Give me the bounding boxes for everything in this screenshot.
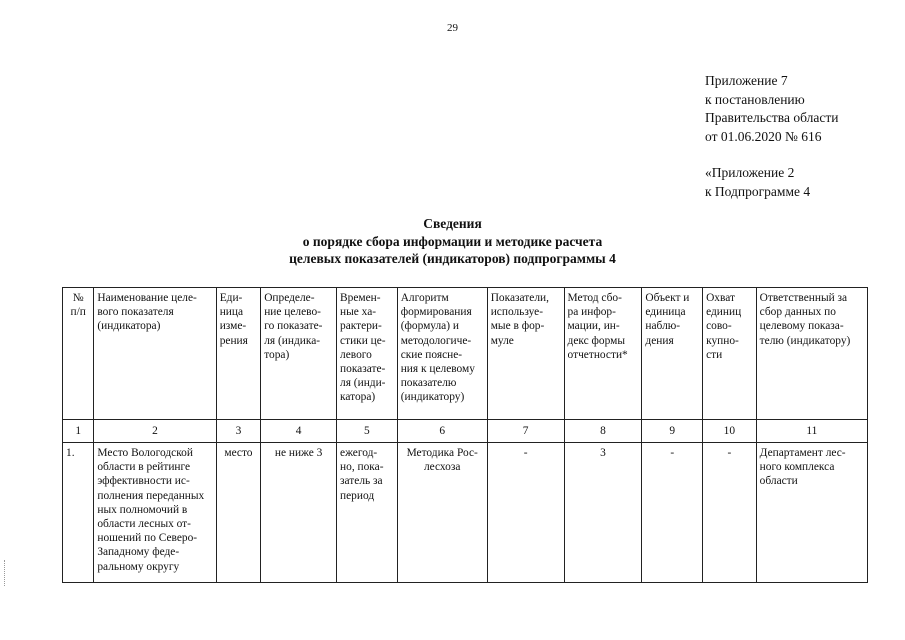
cell-line: го показате-: [264, 320, 323, 333]
cell-line: используе-: [490, 306, 544, 319]
cell-line: показателю: [400, 377, 457, 390]
cell-line: ных полномочий в: [97, 503, 188, 516]
column-number-row: [63, 420, 868, 443]
cell-line: катора): [340, 391, 376, 404]
unit-cell: место: [216, 443, 260, 583]
column-number: 1: [63, 420, 94, 443]
cell-line: лесхоза: [423, 461, 461, 474]
column-number: 5: [337, 420, 398, 443]
definition-cell: не ниже 3: [261, 443, 337, 583]
cell-line: целевому показа-: [759, 320, 844, 333]
header-cell: [397, 288, 487, 420]
title-line: о порядке сбора информации и методике расчета: [302, 233, 603, 249]
cell-line: ные ха-: [340, 306, 377, 319]
cell-line: купно-: [706, 334, 739, 347]
cell-line: сти: [706, 348, 723, 361]
cell-line: ношений по Северо-: [97, 532, 198, 545]
cell-line: Западному феде-: [97, 546, 180, 559]
cell-line: единица: [645, 306, 686, 319]
cell-line: муле: [490, 334, 514, 347]
column-number: 3: [216, 420, 260, 443]
cell-line: наблю-: [645, 320, 681, 333]
cell-line: области в рейтинге: [97, 461, 191, 474]
header-cell: [261, 288, 337, 420]
row-number: 1.: [63, 443, 94, 583]
cell-line: Департамент лес-: [759, 447, 846, 459]
appendix-block: [705, 72, 838, 201]
cell-line: ра инфор-: [567, 306, 616, 319]
responsible-cell: [756, 443, 867, 583]
indicators-cell: -: [487, 443, 564, 583]
cell-line: мые в фор-: [490, 320, 545, 333]
header-cell: [216, 288, 260, 420]
cell-line: полнения переданных: [97, 489, 205, 502]
algorithm-cell: [397, 443, 487, 583]
cell-line: области: [759, 475, 798, 488]
column-number: 4: [261, 420, 337, 443]
cell-line: Место Вологодской: [97, 447, 193, 459]
cell-line: рения: [219, 334, 248, 347]
cell-line: единиц: [706, 306, 742, 319]
cell-line: Еди-: [219, 292, 243, 304]
header-cell: [63, 288, 94, 420]
cell-line: дения: [645, 334, 674, 347]
cell-line: левого: [340, 348, 372, 361]
title-line: Сведения: [423, 216, 482, 231]
cell-line: Охват: [706, 292, 735, 304]
cell-line: сбор данных по: [759, 306, 836, 319]
cell-line: Показатели,: [490, 292, 549, 304]
cell-line: рактери-: [340, 320, 382, 333]
cell-line: ния к целевому: [400, 363, 475, 376]
cell-line: ного комплекса: [759, 461, 835, 474]
cell-line: тора): [264, 348, 290, 361]
method-cell: 3: [564, 443, 642, 583]
cell-line: (индикатору): [400, 391, 465, 404]
column-number: 2: [94, 420, 216, 443]
header-cell: [703, 288, 757, 420]
title-line: целевых показателей (индикаторов) подпрограммы 4: [289, 251, 616, 266]
column-number: 9: [642, 420, 703, 443]
object-cell: -: [642, 443, 703, 583]
coverage-cell: -: [703, 443, 757, 583]
cell-line: мации, ин-: [567, 320, 620, 333]
header-cell: [487, 288, 564, 420]
margin-mark: [4, 560, 9, 586]
cell-line: №: [72, 292, 84, 304]
cell-line: декс формы: [567, 334, 626, 347]
appendix-line: от 01.06.2020 № 616: [705, 128, 822, 144]
header-cell: [756, 288, 867, 420]
cell-line: вого показателя: [97, 306, 174, 319]
appendix-sub-line: к Подпрограмме 4: [705, 183, 811, 199]
column-number: 6: [397, 420, 487, 443]
cell-line: стики це-: [340, 334, 386, 347]
cell-line: методологиче-: [400, 334, 472, 347]
cell-line: затель за: [340, 475, 383, 488]
document-title: [0, 215, 905, 268]
cell-line: сово-: [706, 320, 732, 333]
cell-line: телю (индикатору): [759, 334, 851, 347]
appendix-line: к постановлению: [705, 91, 805, 107]
column-number: 7: [487, 420, 564, 443]
cell-line: ральному округу: [97, 560, 180, 573]
indicators-table: [62, 287, 868, 583]
cell-line: Объект и: [645, 292, 690, 304]
appendix-sub-line: «Приложение 2: [705, 165, 795, 180]
cell-line: Определе-: [264, 292, 315, 304]
cell-line: п/п: [70, 306, 86, 319]
cell-line: Наименование целе-: [97, 292, 197, 304]
indicator-name: [94, 443, 216, 583]
column-number: 10: [703, 420, 757, 443]
cell-line: Метод сбо-: [567, 292, 622, 304]
cell-line: ля (инди-: [340, 377, 386, 390]
cell-line: отчетности*: [567, 348, 628, 361]
appendix-line: Правительства области: [705, 110, 839, 125]
cell-line: эффективности ис-: [97, 475, 190, 488]
table-header-row: [63, 288, 868, 420]
cell-line: ские поясне-: [400, 348, 463, 361]
cell-line: формирования: [400, 306, 472, 319]
header-cell: [94, 288, 216, 420]
cell-line: Ответственный за: [759, 292, 848, 304]
cell-line: Методика Рос-: [406, 447, 478, 459]
cell-line: период: [340, 489, 375, 502]
cell-line: показате-: [340, 363, 386, 376]
cell-line: Алгоритм: [400, 292, 449, 304]
table-row: [63, 443, 868, 583]
column-number: 11: [756, 420, 867, 443]
cell-line: но, пока-: [340, 461, 384, 474]
page-number: 29: [447, 22, 458, 34]
cell-line: области лесных от-: [97, 518, 191, 531]
cell-line: ля (индика-: [264, 334, 321, 347]
cell-line: Времен-: [340, 292, 381, 304]
header-cell: [564, 288, 642, 420]
header-cell: [337, 288, 398, 420]
cell-line: ежегод-: [340, 447, 378, 459]
cell-line: (индикатора): [97, 320, 161, 333]
cell-line: ница: [219, 306, 244, 319]
column-number: 8: [564, 420, 642, 443]
cell-line: ние целево-: [264, 306, 321, 319]
cell-line: (формула) и: [400, 320, 459, 333]
cell-line: изме-: [219, 320, 247, 333]
time-cell: [337, 443, 398, 583]
header-cell: [642, 288, 703, 420]
appendix-line: Приложение 7: [705, 73, 788, 88]
